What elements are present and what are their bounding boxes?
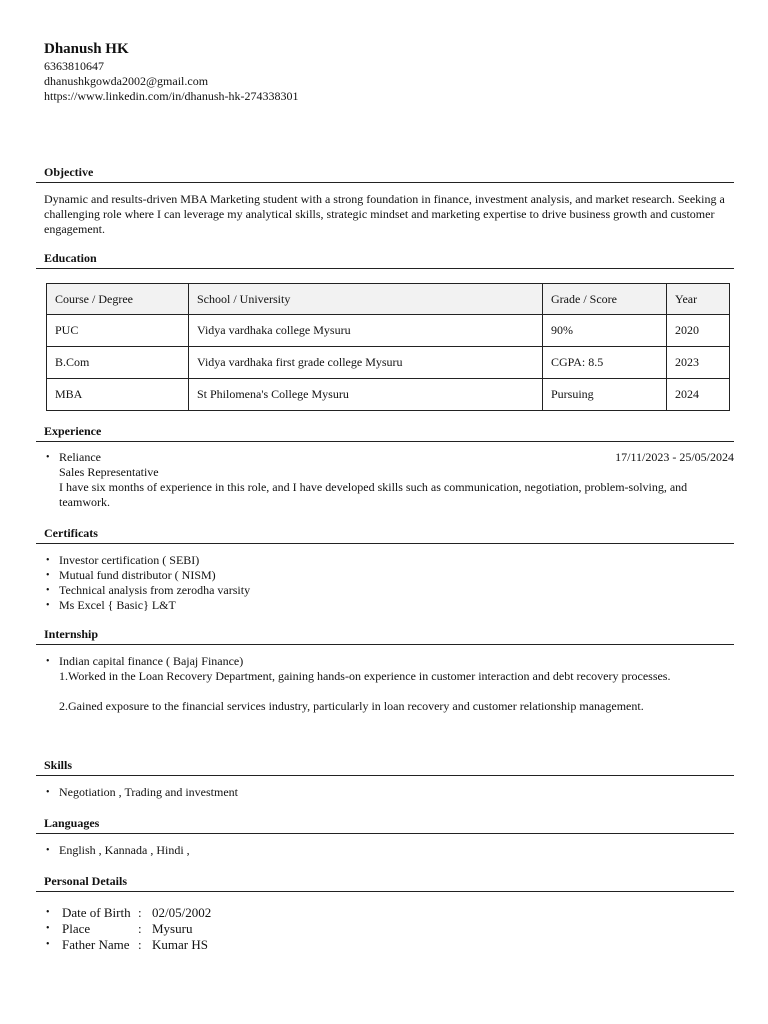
list-item: • Negotiation , Trading and investment bbox=[44, 785, 734, 800]
cell-course: B.Com bbox=[47, 347, 189, 379]
internship-point-1: 1.Worked in the Loan Recovery Department, gaining hands-on experience in customer interaction and debt recovery processes. bbox=[59, 669, 671, 683]
column-header-school: School / University bbox=[189, 284, 543, 315]
experience-description: I have six months of experience in this role, and I have developed skills such as communication, negotiation, problem-solving, and teamwork. bbox=[59, 480, 688, 509]
skills-heading: Skills bbox=[36, 756, 734, 776]
objective-text: Dynamic and results-driven MBA Marketing student with a strong foundation in finance, investment analysis, and market research. Seeking a challenging role where I can leverage my analytical skills, strategic mindset and marketing expertise to drive business growth and customer engagement. bbox=[44, 192, 725, 236]
education-section bbox=[36, 249, 734, 411]
phone-number: 6363810647 bbox=[44, 59, 104, 73]
column-header-grade: Grade / Score bbox=[543, 284, 667, 315]
table-row bbox=[47, 379, 730, 411]
cell-school: St Philomena's College Mysuru bbox=[189, 379, 543, 411]
internship-point-2: 2.Gained exposure to the financial services industry, particularly in loan recovery and customer relationship management. bbox=[59, 699, 644, 713]
certificates-heading: Certificats bbox=[36, 524, 734, 544]
list-item bbox=[44, 654, 734, 714]
personal-detail-value: Mysuru bbox=[152, 921, 193, 936]
cell-grade: 90% bbox=[543, 315, 667, 347]
personal-detail-colon: : bbox=[138, 921, 142, 936]
cell-grade: CGPA: 8.5 bbox=[543, 347, 667, 379]
experience-dates: 17/11/2023 - 25/05/2024 bbox=[615, 450, 734, 464]
personal-details-heading: Personal Details bbox=[36, 872, 734, 892]
list-item: • English , Kannada , Hindi , bbox=[44, 843, 734, 858]
personal-detail-label: • Father Name bbox=[62, 937, 130, 952]
personal-details-body bbox=[36, 905, 734, 953]
candidate-name: Dhanush HK bbox=[44, 41, 129, 57]
languages-body bbox=[36, 843, 734, 858]
certificates-list bbox=[44, 553, 734, 613]
personal-detail-colon: : bbox=[138, 937, 142, 952]
skills-list bbox=[44, 785, 734, 800]
table-row bbox=[47, 347, 730, 379]
skills-section bbox=[36, 756, 734, 800]
personal-details-list bbox=[44, 905, 734, 953]
list-item bbox=[44, 450, 734, 510]
experience-section bbox=[36, 422, 734, 510]
personal-detail-label: • Date of Birth bbox=[62, 905, 131, 920]
list-item: • Ms Excel { Basic} L&T bbox=[44, 598, 734, 613]
objective-section bbox=[36, 163, 734, 237]
cell-school: Vidya vardhaka first grade college Mysuru bbox=[189, 347, 543, 379]
experience-company: • Reliance bbox=[59, 450, 101, 464]
column-header-year: Year bbox=[667, 284, 730, 315]
experience-body bbox=[36, 450, 734, 510]
cell-grade: Pursuing bbox=[543, 379, 667, 411]
internship-company: • Indian capital finance ( Bajaj Finance) bbox=[59, 654, 244, 668]
experience-role: Sales Representative bbox=[59, 465, 159, 479]
table-row bbox=[47, 315, 730, 347]
list-item: • Mutual fund distributor ( NISM) bbox=[44, 568, 734, 583]
cell-year: 2024 bbox=[667, 379, 730, 411]
personal-detail-value: 02/05/2002 bbox=[152, 905, 212, 920]
internship-list bbox=[44, 654, 734, 714]
experience-list bbox=[44, 450, 734, 510]
personal-detail-value: Kumar HS bbox=[152, 937, 208, 952]
experience-heading: Experience bbox=[36, 422, 734, 442]
column-header-course: Course / Degree bbox=[47, 284, 189, 315]
internship-heading: Internship bbox=[36, 625, 734, 645]
list-item: • Technical analysis from zerodha varsity bbox=[44, 583, 734, 598]
table-header-row bbox=[47, 284, 730, 315]
linkedin-url: https://www.linkedin.com/in/dhanush-hk-274338301 bbox=[44, 89, 299, 103]
personal-details-section bbox=[36, 872, 734, 953]
certificates-section bbox=[36, 524, 734, 613]
personal-detail-colon: : bbox=[138, 905, 142, 920]
internship-body bbox=[36, 654, 734, 714]
personal-detail-row bbox=[44, 937, 734, 953]
contact-header bbox=[44, 40, 299, 104]
email-address: dhanushkgowda2002@gmail.com bbox=[44, 74, 209, 88]
education-table bbox=[46, 283, 730, 411]
cell-year: 2023 bbox=[667, 347, 730, 379]
certificates-body bbox=[36, 553, 734, 613]
languages-heading: Languages bbox=[36, 814, 734, 834]
skills-body bbox=[36, 785, 734, 800]
cell-year: 2020 bbox=[667, 315, 730, 347]
cell-school: Vidya vardhaka college Mysuru bbox=[189, 315, 543, 347]
education-heading: Education bbox=[36, 249, 734, 269]
list-item: • Investor certification ( SEBI) bbox=[44, 553, 734, 568]
internship-section bbox=[36, 625, 734, 714]
languages-list bbox=[44, 843, 734, 858]
cell-course: PUC bbox=[47, 315, 189, 347]
personal-detail-row bbox=[44, 921, 734, 937]
experience-header-row bbox=[59, 450, 734, 465]
cell-course: MBA bbox=[47, 379, 189, 411]
personal-detail-row bbox=[44, 905, 734, 921]
languages-section bbox=[36, 814, 734, 858]
objective-heading: Objective bbox=[36, 163, 734, 183]
personal-detail-label: • Place bbox=[62, 921, 91, 936]
